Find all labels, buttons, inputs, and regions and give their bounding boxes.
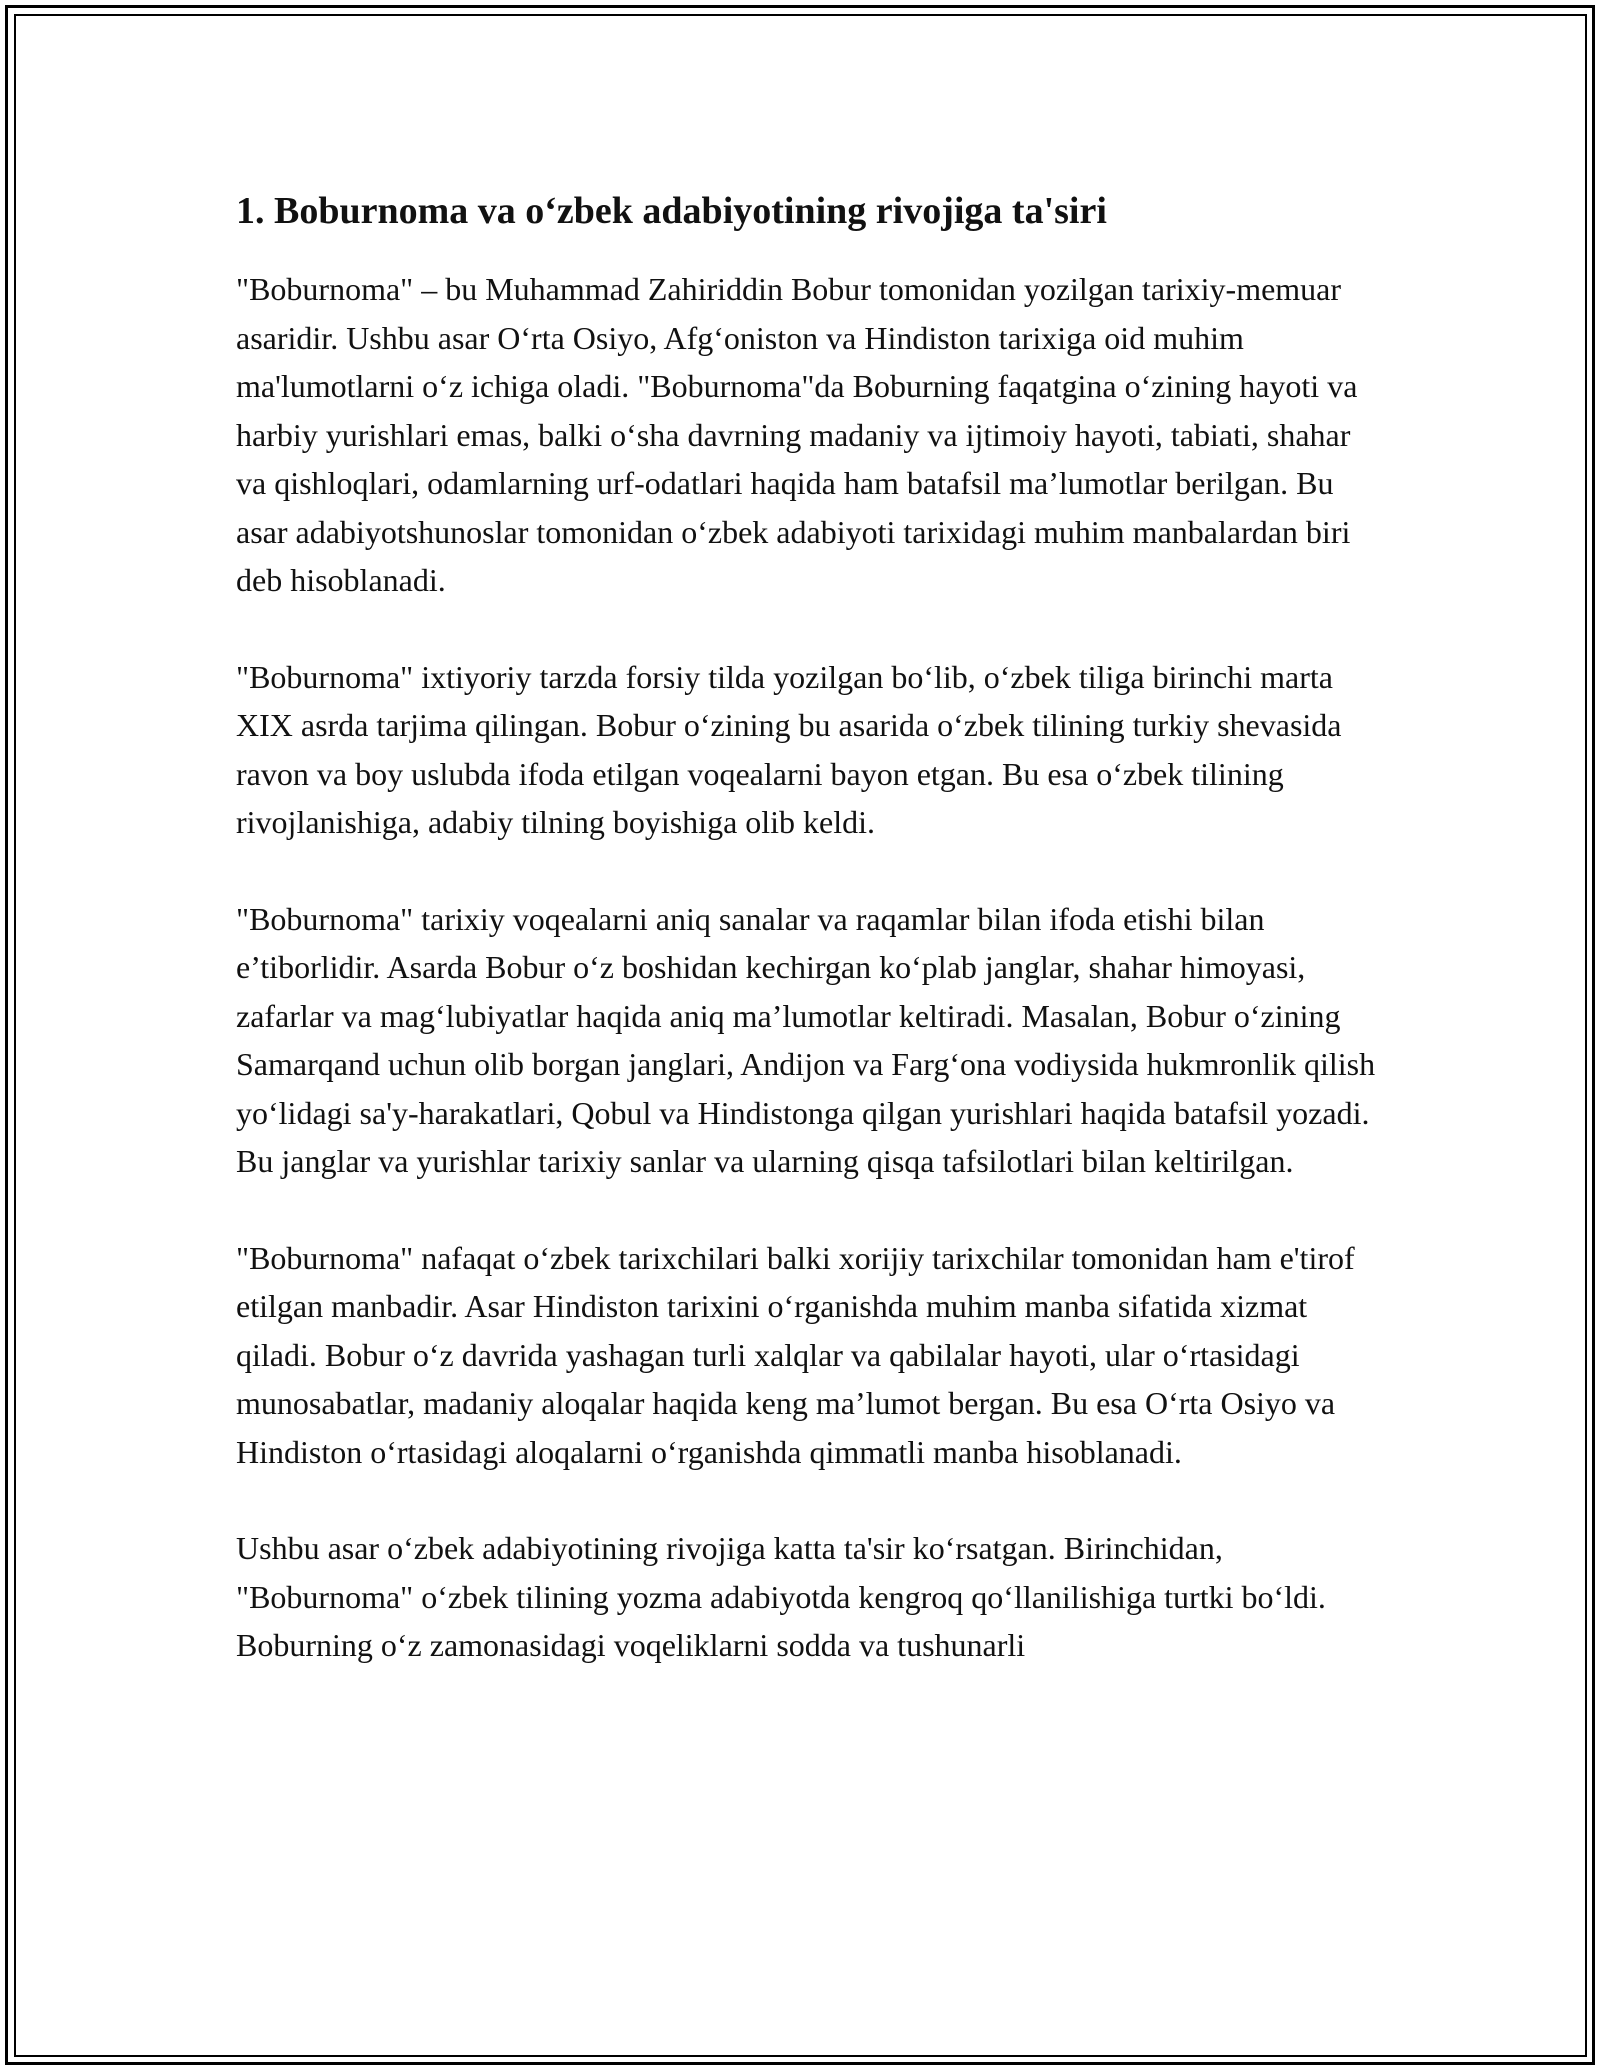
section-heading: 1. Boburnoma va oʻzbek adabiyotining rivojiga ta'siri bbox=[236, 190, 1107, 232]
paragraph-3: "Boburnoma" tarixiy voqealarni aniq sanalar va raqamlar bilan ifoda etishi bilan e’tiborlidir. Asarda Bobur oʻz boshidan kechirgan koʻplab janglar, shahar himoyasi, zafarlar va magʻlubiyatlar haqida aniq ma’lumotlar keltiradi. Masalan, Bobur oʻzining Samarqand uchun olib borgan janglari, Andijon va Fargʻona vodiysida hukmronlik qilish yoʻlidagi sa'y-harakatlari, Qobul va Hindistonga qilgan yurishlari haqida batafsil yozadi. Bu janglar va yurishlar tarixiy sanlar va ularning qisqa tafsilotlari bilan keltirilgan. bbox=[236, 900, 1376, 1179]
paragraph-5: Ushbu asar oʻzbek adabiyotining rivojiga katta ta'sir koʻrsatgan. Birinchidan, "Boburnoma" oʻzbek tilining yozma adabiyotda kengroq qoʻllanilishiga turtki boʻldi. Boburning oʻz zamonasidagi voqeliklarni sodda va tushunarli bbox=[236, 1530, 1326, 1663]
paragraph-2: "Boburnoma" ixtiyoriy tarzda forsiy tilda yozilgan boʻlib, oʻzbek tiliga birinchi marta XIX asrda tarjima qilingan. Bobur oʻzining bu asarida oʻzbek tilining turkiy shevasida ravon va boy uslubda ifoda etilgan voqealarni bayon etgan. Bu esa oʻzbek tilining rivojlanishiga, adabiy tilning boyishiga olib keldi. bbox=[236, 658, 1342, 840]
paragraph-4: "Boburnoma" nafaqat oʻzbek tarixchilari balki xorijiy tarixchilar tomonidan ham e'tirof etilgan manbadir. Asar Hindiston tarixini oʻrganishda muhim manba sifatida xizmat qiladi. Bobur oʻz davrida yashagan turli xalqlar va qabilalar hayoti, ular oʻrtasidagi munosabatlar, madaniy aloqalar haqida keng ma’lumot bergan. Bu esa Oʻrta Osiyo va Hindiston oʻrtasidagi aloqalarni oʻrganishda qimmatli manba hisoblanadi. bbox=[236, 1239, 1355, 1470]
document-body bbox=[236, 185, 1386, 1670]
paragraph-1: "Boburnoma" – bu Muhammad Zahiriddin Bobur tomonidan yozilgan tarixiy-memuar asaridir. Ushbu asar Oʻrta Osiyo, Afgʻoniston va Hindiston tarixiga oid muhim ma'lumotlarni oʻz ichiga oladi. "Boburnoma"da Boburning faqatgina oʻzining hayoti va harbiy yurishlari emas, balki oʻsha davrning madaniy va ijtimoiy hayoti, tabiati, shahar va qishloqlari, odamlarning urf-odatlari haqida ham batafsil ma’lumotlar berilgan. Bu asar adabiyotshunoslar tomonidan oʻzbek adabiyoti tarixidagi muhim manbalardan biri deb hisoblanadi. bbox=[236, 271, 1358, 598]
